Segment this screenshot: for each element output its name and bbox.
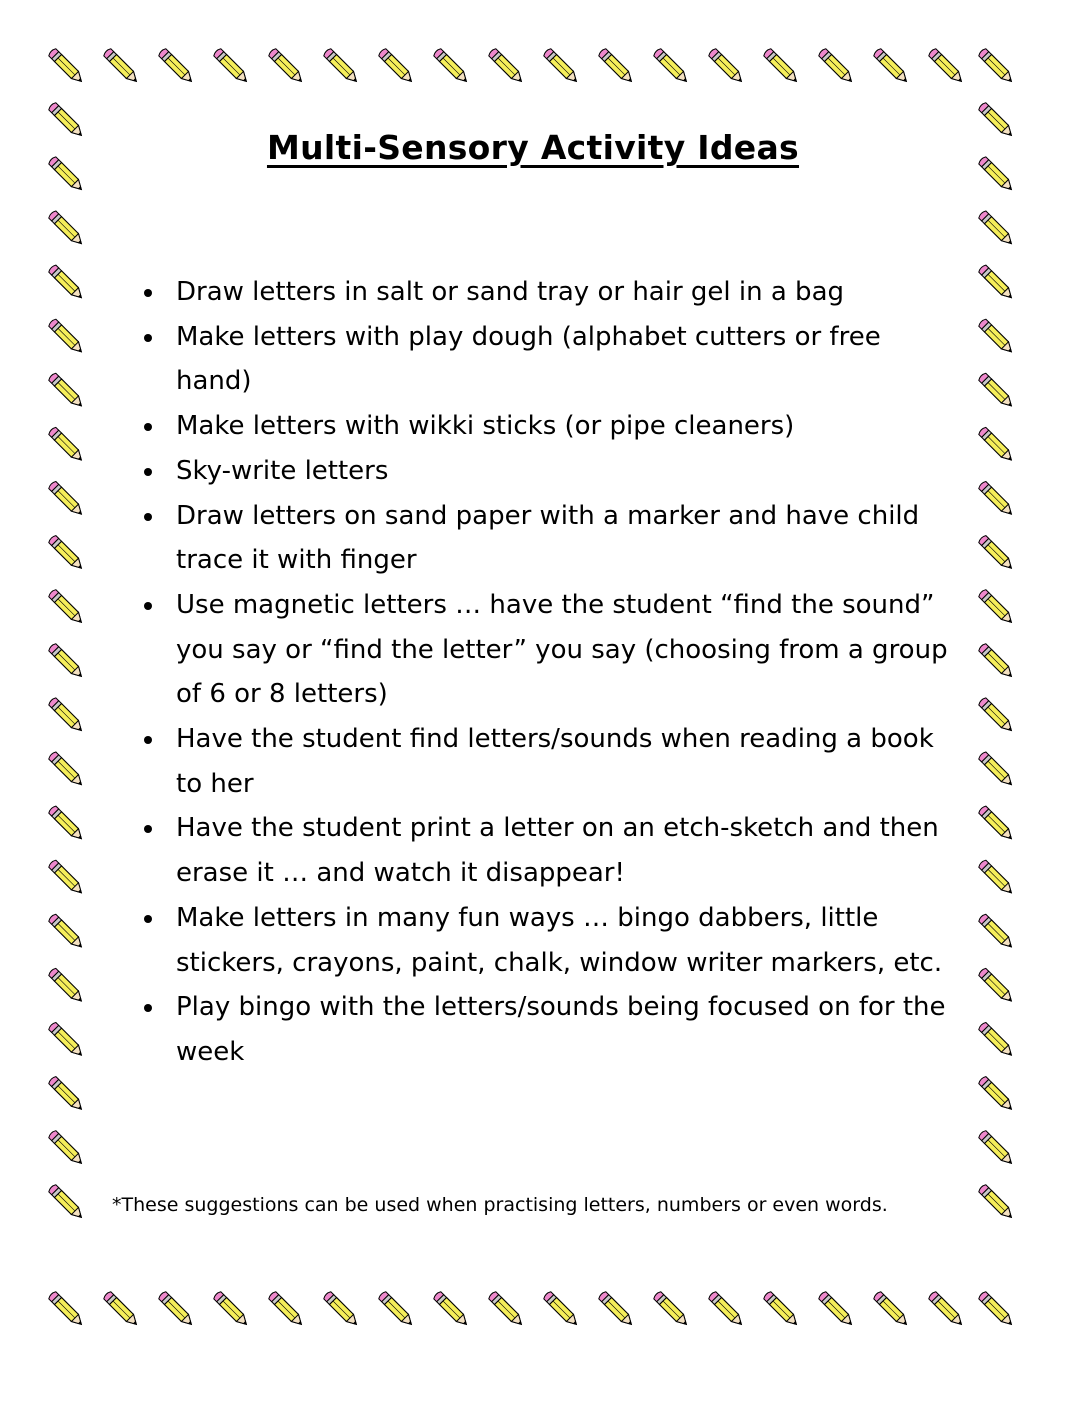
- pencil-icon: [978, 372, 1015, 409]
- bullet-icon: [144, 602, 152, 610]
- pencil-icon: [268, 48, 305, 85]
- pencil-icon: [873, 1291, 910, 1328]
- pencil-icon: [103, 1291, 140, 1328]
- bullet-icon: [144, 468, 152, 476]
- pencil-icon: [763, 1291, 800, 1328]
- pencil-icon: [543, 48, 580, 85]
- list-item-text: Make letters with wikki sticks (or pipe cleaners): [176, 411, 795, 442]
- list-item: [141, 806, 956, 895]
- bullet-icon: [144, 334, 152, 342]
- pencil-icon: [48, 913, 85, 950]
- list-item: [141, 583, 956, 717]
- list-item: [141, 717, 956, 806]
- list-item-text: Make letters with play dough (alphabet cutters or free hand): [176, 321, 881, 397]
- pencil-icon: [873, 48, 910, 85]
- pencil-icon: [48, 859, 85, 896]
- pencil-icon: [708, 1291, 745, 1328]
- pencil-icon: [978, 805, 1015, 842]
- pencil-icon: [978, 318, 1015, 355]
- list-item-text: Have the student find letters/sounds when reading a book to her: [176, 724, 934, 799]
- pencil-icon: [978, 859, 1015, 896]
- pencil-icon: [978, 913, 1015, 950]
- list-item: [141, 270, 956, 315]
- pencil-icon: [978, 589, 1015, 626]
- pencil-icon: [978, 210, 1015, 247]
- pencil-icon: [268, 1291, 305, 1328]
- pencil-icon: [48, 318, 85, 355]
- pencil-icon: [48, 1021, 85, 1058]
- list-item-text: Use magnetic letters … have the student “find the sound” you say or “find the letter” you say (choosing from a group of 6 or 8 letters): [176, 589, 948, 710]
- pencil-icon: [158, 1291, 195, 1328]
- pencil-icon: [48, 210, 85, 247]
- pencil-icon: [978, 967, 1015, 1004]
- pencil-icon: [48, 1184, 85, 1221]
- pencil-icon: [653, 48, 690, 85]
- pencil-icon: [48, 805, 85, 842]
- pencil-icon: [48, 480, 85, 517]
- list-item: [141, 494, 956, 583]
- list-item: [141, 896, 956, 985]
- pencil-icon: [433, 48, 470, 85]
- pencil-icon: [48, 1291, 85, 1328]
- pencil-icon: [488, 48, 525, 85]
- pencil-icon: [978, 1021, 1015, 1058]
- pencil-icon: [378, 48, 415, 85]
- activity-list: [141, 270, 956, 1075]
- page-title: Multi-Sensory Activity Ideas: [266, 128, 800, 167]
- pencil-icon: [48, 426, 85, 463]
- pencil-icon: [978, 751, 1015, 788]
- list-item-text: Make letters in many fun ways … bingo dabbers, little stickers, crayons, paint, chalk, window writer markers, etc.: [176, 902, 943, 978]
- pencil-icon: [978, 264, 1015, 301]
- pencil-icon: [323, 1291, 360, 1328]
- bullet-icon: [144, 289, 152, 297]
- pencil-icon: [213, 1291, 250, 1328]
- list-item-text: Draw letters in salt or sand tray or hair gel in a bag: [176, 277, 845, 307]
- pencil-icon: [323, 48, 360, 85]
- footnote: *These suggestions can be used when practising letters, numbers or even words.: [112, 1194, 888, 1216]
- pencil-icon: [978, 1076, 1015, 1113]
- bullet-icon: [144, 1004, 152, 1012]
- list-item-text: Have the student print a letter on an etch-sketch and then erase it … and watch it disappear!: [176, 813, 939, 889]
- pencil-icon: [978, 697, 1015, 734]
- pencil-icon: [978, 643, 1015, 680]
- pencil-icon: [213, 48, 250, 85]
- pencil-icon: [928, 1291, 965, 1328]
- pencil-icon: [978, 1184, 1015, 1221]
- pencil-icon: [48, 751, 85, 788]
- bullet-icon: [144, 736, 152, 744]
- bullet-icon: [144, 423, 152, 431]
- pencil-icon: [653, 1291, 690, 1328]
- pencil-icon: [48, 535, 85, 572]
- pencil-icon: [48, 589, 85, 626]
- pencil-icon: [48, 967, 85, 1004]
- pencil-icon: [48, 697, 85, 734]
- pencil-icon: [708, 48, 745, 85]
- pencil-icon: [818, 48, 855, 85]
- pencil-icon: [488, 1291, 525, 1328]
- pencil-icon: [103, 48, 140, 85]
- pencil-icon: [978, 48, 1015, 85]
- pencil-icon: [378, 1291, 415, 1328]
- pencil-icon: [433, 1291, 470, 1328]
- list-item: [141, 404, 956, 449]
- pencil-icon: [48, 1076, 85, 1113]
- list-item: [141, 315, 956, 404]
- pencil-icon: [763, 48, 800, 85]
- bullet-icon: [144, 915, 152, 923]
- pencil-icon: [978, 1291, 1015, 1328]
- pencil-icon: [598, 1291, 635, 1328]
- pencil-icon: [978, 1130, 1015, 1167]
- list-item: [141, 985, 956, 1074]
- pencil-icon: [978, 535, 1015, 572]
- bullet-icon: [144, 513, 152, 521]
- pencil-icon: [978, 480, 1015, 517]
- pencil-icon: [48, 372, 85, 409]
- list-item-text: Sky-write letters: [176, 455, 389, 486]
- pencil-icon: [978, 426, 1015, 463]
- pencil-icon: [818, 1291, 855, 1328]
- bullet-icon: [144, 825, 152, 833]
- list-item-text: Draw letters on sand paper with a marker and have child trace it with finger: [176, 500, 920, 576]
- pencil-icon: [598, 48, 635, 85]
- pencil-icon: [48, 48, 85, 85]
- pencil-icon: [543, 1291, 580, 1328]
- pencil-icon: [48, 264, 85, 301]
- list-item-text: Play bingo with the letters/sounds being focused on for the week: [176, 992, 946, 1067]
- pencil-icon: [158, 48, 195, 85]
- pencil-icon: [48, 643, 85, 680]
- list-item: [141, 449, 956, 494]
- pencil-icon: [48, 1130, 85, 1167]
- pencil-icon: [928, 48, 965, 85]
